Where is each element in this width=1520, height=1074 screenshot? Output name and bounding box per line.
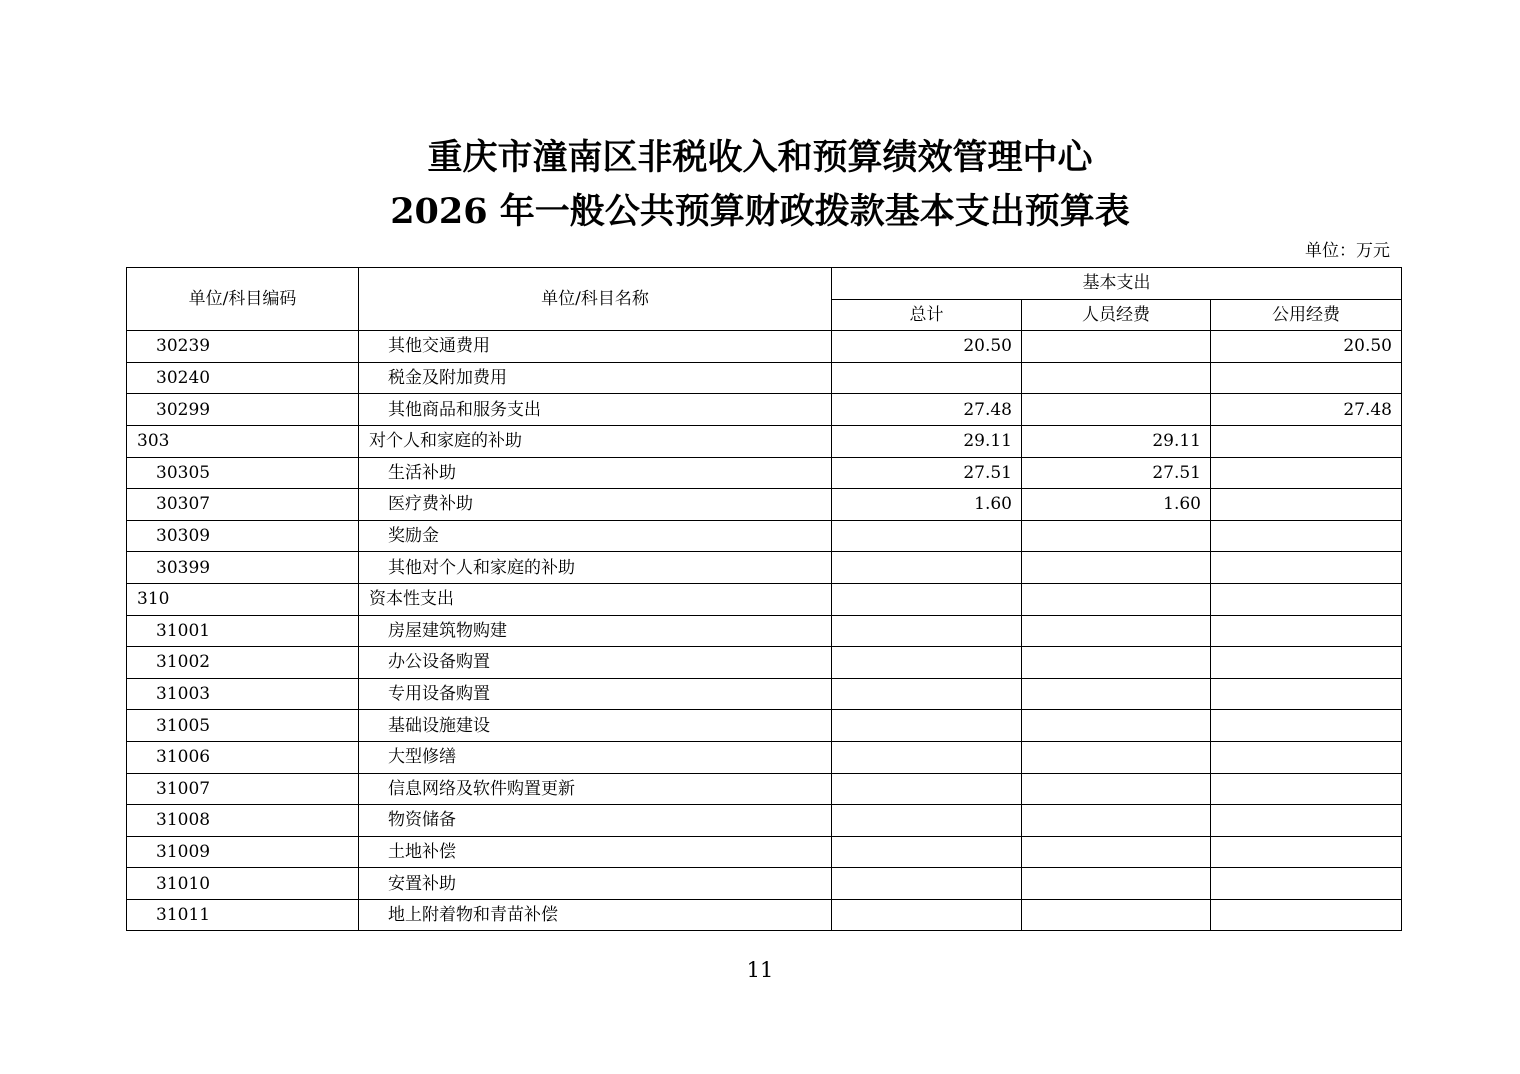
table-row (127, 520, 1402, 552)
table-row (127, 615, 1402, 647)
cell-code: 31007 (127, 773, 359, 805)
cell-personnel (1022, 678, 1211, 710)
cell-personnel: 27.51 (1022, 457, 1211, 489)
cell-name: 地上附着物和青苗补偿 (359, 899, 832, 931)
table-row (127, 710, 1402, 742)
unit-label: 单位：万元 (1305, 241, 1390, 261)
cell-code: 310 (127, 583, 359, 615)
cell-name: 税金及附加费用 (359, 362, 832, 394)
cell-total (832, 805, 1022, 837)
cell-total (832, 710, 1022, 742)
cell-code: 30307 (127, 489, 359, 521)
cell-total: 29.11 (832, 425, 1022, 457)
table-row (127, 647, 1402, 679)
cell-name: 医疗费补助 (359, 489, 832, 521)
cell-code: 30239 (127, 331, 359, 363)
cell-total (832, 836, 1022, 868)
cell-code: 31011 (127, 899, 359, 931)
cell-personnel (1022, 615, 1211, 647)
table-row (127, 678, 1402, 710)
cell-code: 31001 (127, 615, 359, 647)
cell-total: 27.51 (832, 457, 1022, 489)
cell-personnel (1022, 710, 1211, 742)
cell-name: 其他交通费用 (359, 331, 832, 363)
cell-personnel (1022, 805, 1211, 837)
cell-total (832, 773, 1022, 805)
page-number: 11 (746, 958, 774, 982)
table-body (127, 331, 1402, 931)
cell-public (1211, 773, 1402, 805)
cell-code: 30399 (127, 552, 359, 584)
cell-total (832, 899, 1022, 931)
cell-personnel (1022, 362, 1211, 394)
cell-total: 27.48 (832, 394, 1022, 426)
cell-public (1211, 457, 1402, 489)
table-row (127, 805, 1402, 837)
cell-public (1211, 647, 1402, 679)
cell-name: 办公设备购置 (359, 647, 832, 679)
table-row (127, 489, 1402, 521)
cell-name: 资本性支出 (359, 583, 832, 615)
table-row (127, 583, 1402, 615)
cell-name: 对个人和家庭的补助 (359, 425, 832, 457)
table-header (127, 268, 1402, 331)
header-name: 单位/科目名称 (359, 268, 832, 331)
cell-name: 信息网络及软件购置更新 (359, 773, 832, 805)
cell-personnel: 29.11 (1022, 425, 1211, 457)
cell-code: 31009 (127, 836, 359, 868)
cell-total (832, 552, 1022, 584)
cell-personnel (1022, 836, 1211, 868)
cell-name: 其他对个人和家庭的补助 (359, 552, 832, 584)
cell-personnel: 1.60 (1022, 489, 1211, 521)
cell-personnel (1022, 583, 1211, 615)
cell-public (1211, 552, 1402, 584)
cell-public: 20.50 (1211, 331, 1402, 363)
cell-code: 31008 (127, 805, 359, 837)
header-public: 公用经费 (1211, 299, 1402, 331)
cell-personnel (1022, 552, 1211, 584)
cell-public (1211, 868, 1402, 900)
cell-code: 31005 (127, 710, 359, 742)
table-row (127, 457, 1402, 489)
cell-total (832, 583, 1022, 615)
cell-name: 大型修缮 (359, 741, 832, 773)
cell-total (832, 678, 1022, 710)
cell-total: 20.50 (832, 331, 1022, 363)
cell-code: 31002 (127, 647, 359, 679)
cell-code: 31010 (127, 868, 359, 900)
document-title-line1: 重庆市潼南区非税收入和预算绩效管理中心 (427, 137, 1093, 178)
cell-code: 30299 (127, 394, 359, 426)
cell-public (1211, 520, 1402, 552)
table-row (127, 741, 1402, 773)
header-personnel: 人员经费 (1022, 299, 1211, 331)
cell-personnel (1022, 394, 1211, 426)
cell-public (1211, 678, 1402, 710)
table-row (127, 552, 1402, 584)
cell-name: 专用设备购置 (359, 678, 832, 710)
cell-name: 土地补偿 (359, 836, 832, 868)
cell-personnel (1022, 741, 1211, 773)
cell-name: 房屋建筑物购建 (359, 615, 832, 647)
table-row (127, 362, 1402, 394)
cell-name: 生活补助 (359, 457, 832, 489)
table-row (127, 425, 1402, 457)
table-row (127, 394, 1402, 426)
cell-total (832, 615, 1022, 647)
cell-public (1211, 805, 1402, 837)
cell-personnel (1022, 899, 1211, 931)
cell-personnel (1022, 773, 1211, 805)
cell-public (1211, 741, 1402, 773)
cell-code: 30309 (127, 520, 359, 552)
cell-public (1211, 615, 1402, 647)
cell-name: 物资储备 (359, 805, 832, 837)
cell-name: 安置补助 (359, 868, 832, 900)
cell-personnel (1022, 647, 1211, 679)
cell-total (832, 362, 1022, 394)
cell-code: 31006 (127, 741, 359, 773)
cell-personnel (1022, 520, 1211, 552)
cell-total (832, 868, 1022, 900)
cell-total (832, 741, 1022, 773)
cell-name: 奖励金 (359, 520, 832, 552)
cell-code: 303 (127, 425, 359, 457)
table-row (127, 899, 1402, 931)
cell-public (1211, 710, 1402, 742)
cell-public (1211, 489, 1402, 521)
cell-name: 其他商品和服务支出 (359, 394, 832, 426)
cell-total: 1.60 (832, 489, 1022, 521)
cell-public (1211, 899, 1402, 931)
cell-code: 31003 (127, 678, 359, 710)
budget-table (126, 267, 1402, 931)
cell-personnel (1022, 868, 1211, 900)
cell-public (1211, 583, 1402, 615)
table-row (127, 836, 1402, 868)
cell-public (1211, 836, 1402, 868)
document-title-line2: 2026 年一般公共预算财政拨款基本支出预算表 (390, 191, 1130, 232)
table-row (127, 331, 1402, 363)
cell-name: 基础设施建设 (359, 710, 832, 742)
header-total: 总计 (832, 299, 1022, 331)
cell-code: 30240 (127, 362, 359, 394)
cell-public (1211, 362, 1402, 394)
cell-code: 30305 (127, 457, 359, 489)
cell-total (832, 647, 1022, 679)
header-code: 单位/科目编码 (127, 268, 359, 331)
cell-public: 27.48 (1211, 394, 1402, 426)
header-basic-expenditure: 基本支出 (832, 268, 1402, 300)
table-row (127, 773, 1402, 805)
cell-public (1211, 425, 1402, 457)
cell-total (832, 520, 1022, 552)
cell-personnel (1022, 331, 1211, 363)
table-row (127, 868, 1402, 900)
